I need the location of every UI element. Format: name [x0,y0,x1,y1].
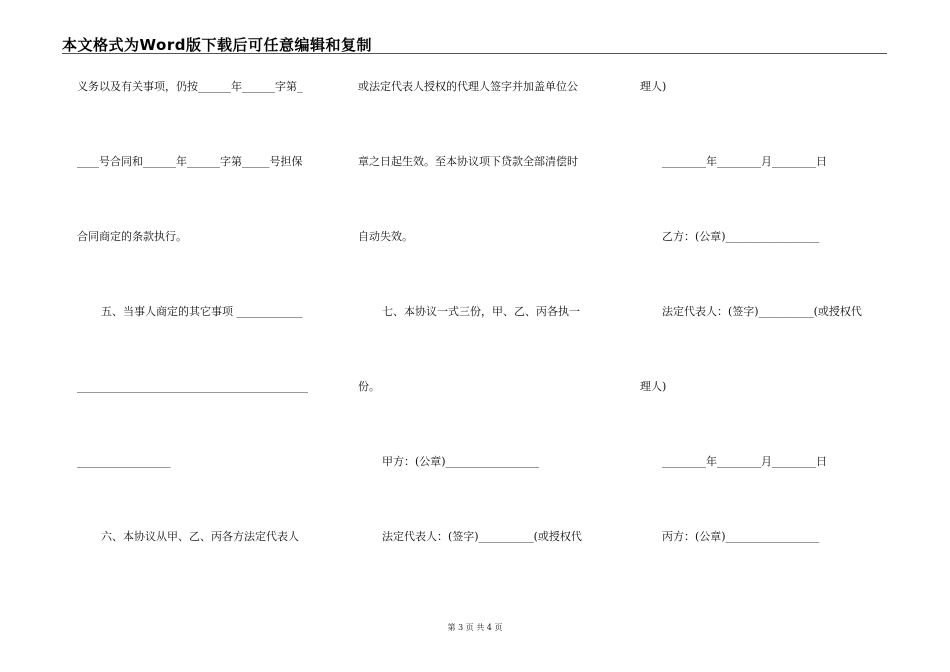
col3-line-2: ________年________月________日 [662,155,827,168]
col1-line-1: 义务以及有关事项，仍按______年______字第_ [77,80,303,93]
col2-line-7: 法定代表人：(签字)__________(或授权代 [382,530,582,543]
header-divider [62,53,887,54]
col2-line-3: 自动失效。 [358,230,413,243]
col1-line-3: 合同商定的条款执行。 [77,230,187,243]
col3-line-6: ________年________月________日 [662,455,827,468]
col2-line-4: 七、本协议一式三份，甲、乙、丙各执一 [382,305,580,318]
col1-line-2: ____号合同和______年______字第_____号担保 [77,155,303,168]
col1-line-7: 六、本协议从甲、乙、丙各方法定代表人 [101,530,299,543]
page-number-footer: 第 3 页 共 4 页 [447,623,503,632]
col3-line-7: 丙方：(公章)_________________ [662,530,820,543]
col1-line-6: _________________ [77,455,171,468]
col2-line-6: 甲方：(公章)_________________ [382,455,540,468]
col3-line-1: 理人) [640,80,667,93]
col2-line-5: 份。 [358,380,380,393]
col2-line-1: 或法定代表人授权的代理人签字并加盖单位公 [358,80,578,93]
page-header-title: 本文格式为Word版下载后可任意编辑和复制 [62,36,372,54]
col3-line-4: 法定代表人：(签字)__________(或授权代 [662,305,862,318]
col1-line-5: __________________________________________ [77,380,308,393]
col3-line-3: 乙方：(公章)_________________ [662,230,820,243]
col3-line-5: 理人) [640,380,667,393]
col1-line-4: 五、当事人商定的其它事项 ____________ [101,305,303,318]
col2-line-2: 章之日起生效。至本协议项下贷款全部清偿时 [358,155,578,168]
